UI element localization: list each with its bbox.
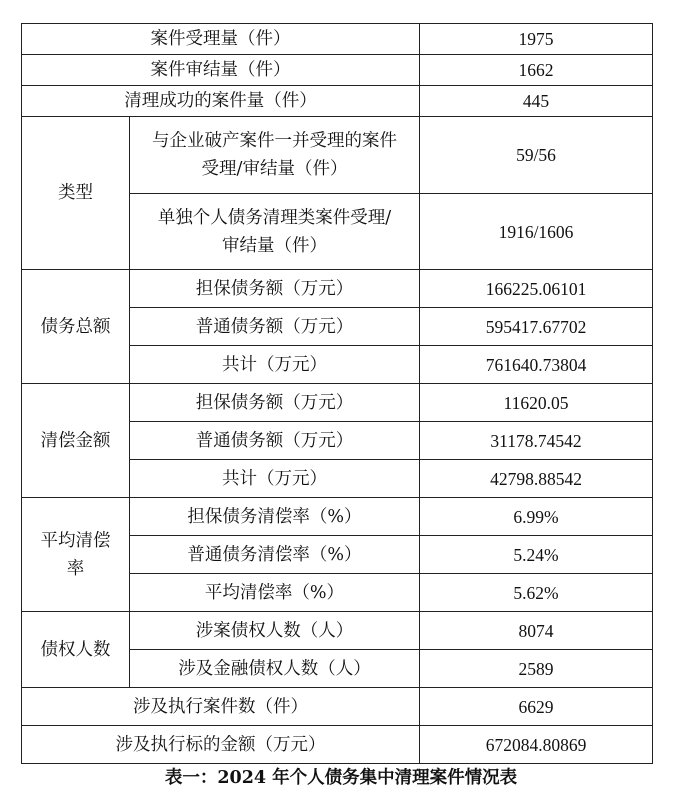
sub-row-value: 1916/1606	[420, 194, 653, 270]
statistics-table	[21, 23, 653, 764]
sub-row-value: 42798.88542	[420, 460, 653, 498]
group-label-rate: 平均清偿率	[22, 498, 130, 612]
sub-row-value: 761640.73804	[420, 346, 653, 384]
sub-row-label: 平均清偿率（%）	[130, 574, 420, 612]
row-label: 涉及执行标的金额（万元）	[22, 726, 420, 764]
sub-row-value: 5.24%	[420, 536, 653, 574]
sub-row-label: 普通债务额（万元）	[130, 308, 420, 346]
row-label: 案件受理量（件）	[22, 24, 420, 55]
group-label-type: 类型	[22, 117, 130, 270]
row-label: 案件审结量（件）	[22, 55, 420, 86]
sub-row-label: 担保债务额（万元）	[130, 270, 420, 308]
table-row	[22, 55, 653, 86]
sub-row-value: 166225.06101	[420, 270, 653, 308]
sub-row-label: 与企业破产案件一并受理的案件受理/审结量（件）	[130, 117, 420, 194]
table-row	[22, 688, 653, 726]
sub-row-value: 2589	[420, 650, 653, 688]
row-value: 6629	[420, 688, 653, 726]
sub-row-value: 5.62%	[420, 574, 653, 612]
table-row	[22, 117, 653, 194]
table-row	[22, 86, 653, 117]
table-row	[22, 270, 653, 308]
sub-row-label: 共计（万元）	[130, 460, 420, 498]
row-value: 445	[420, 86, 653, 117]
table-row	[22, 384, 653, 422]
sub-row-value: 31178.74542	[420, 422, 653, 460]
row-value: 672084.80869	[420, 726, 653, 764]
group-label-creditors: 债权人数	[22, 612, 130, 688]
sub-row-label: 普通债务清偿率（%）	[130, 536, 420, 574]
sub-row-value: 11620.05	[420, 384, 653, 422]
row-label: 涉及执行案件数（件）	[22, 688, 420, 726]
sub-row-value: 595417.67702	[420, 308, 653, 346]
group-label-repayment: 清偿金额	[22, 384, 130, 498]
row-value: 1975	[420, 24, 653, 55]
table-row	[22, 612, 653, 650]
sub-row-value: 6.99%	[420, 498, 653, 536]
table-row	[22, 726, 653, 764]
sub-row-label: 共计（万元）	[130, 346, 420, 384]
table-row	[22, 498, 653, 536]
sub-row-label: 涉案债权人数（人）	[130, 612, 420, 650]
sub-row-value: 59/56	[420, 117, 653, 194]
sub-row-label: 涉及金融债权人数（人）	[130, 650, 420, 688]
sub-row-value: 8074	[420, 612, 653, 650]
sub-row-label: 普通债务额（万元）	[130, 422, 420, 460]
sub-row-label: 担保债务清偿率（%）	[130, 498, 420, 536]
table-row	[22, 24, 653, 55]
row-value: 1662	[420, 55, 653, 86]
table-caption: 表一：2024 年个人债务集中清理案件情况表	[164, 768, 518, 788]
sub-row-label: 担保债务额（万元）	[130, 384, 420, 422]
sub-row-label: 单独个人债务清理类案件受理/审结量（件）	[130, 194, 420, 270]
row-label: 清理成功的案件量（件）	[22, 86, 420, 117]
group-label-debt: 债务总额	[22, 270, 130, 384]
